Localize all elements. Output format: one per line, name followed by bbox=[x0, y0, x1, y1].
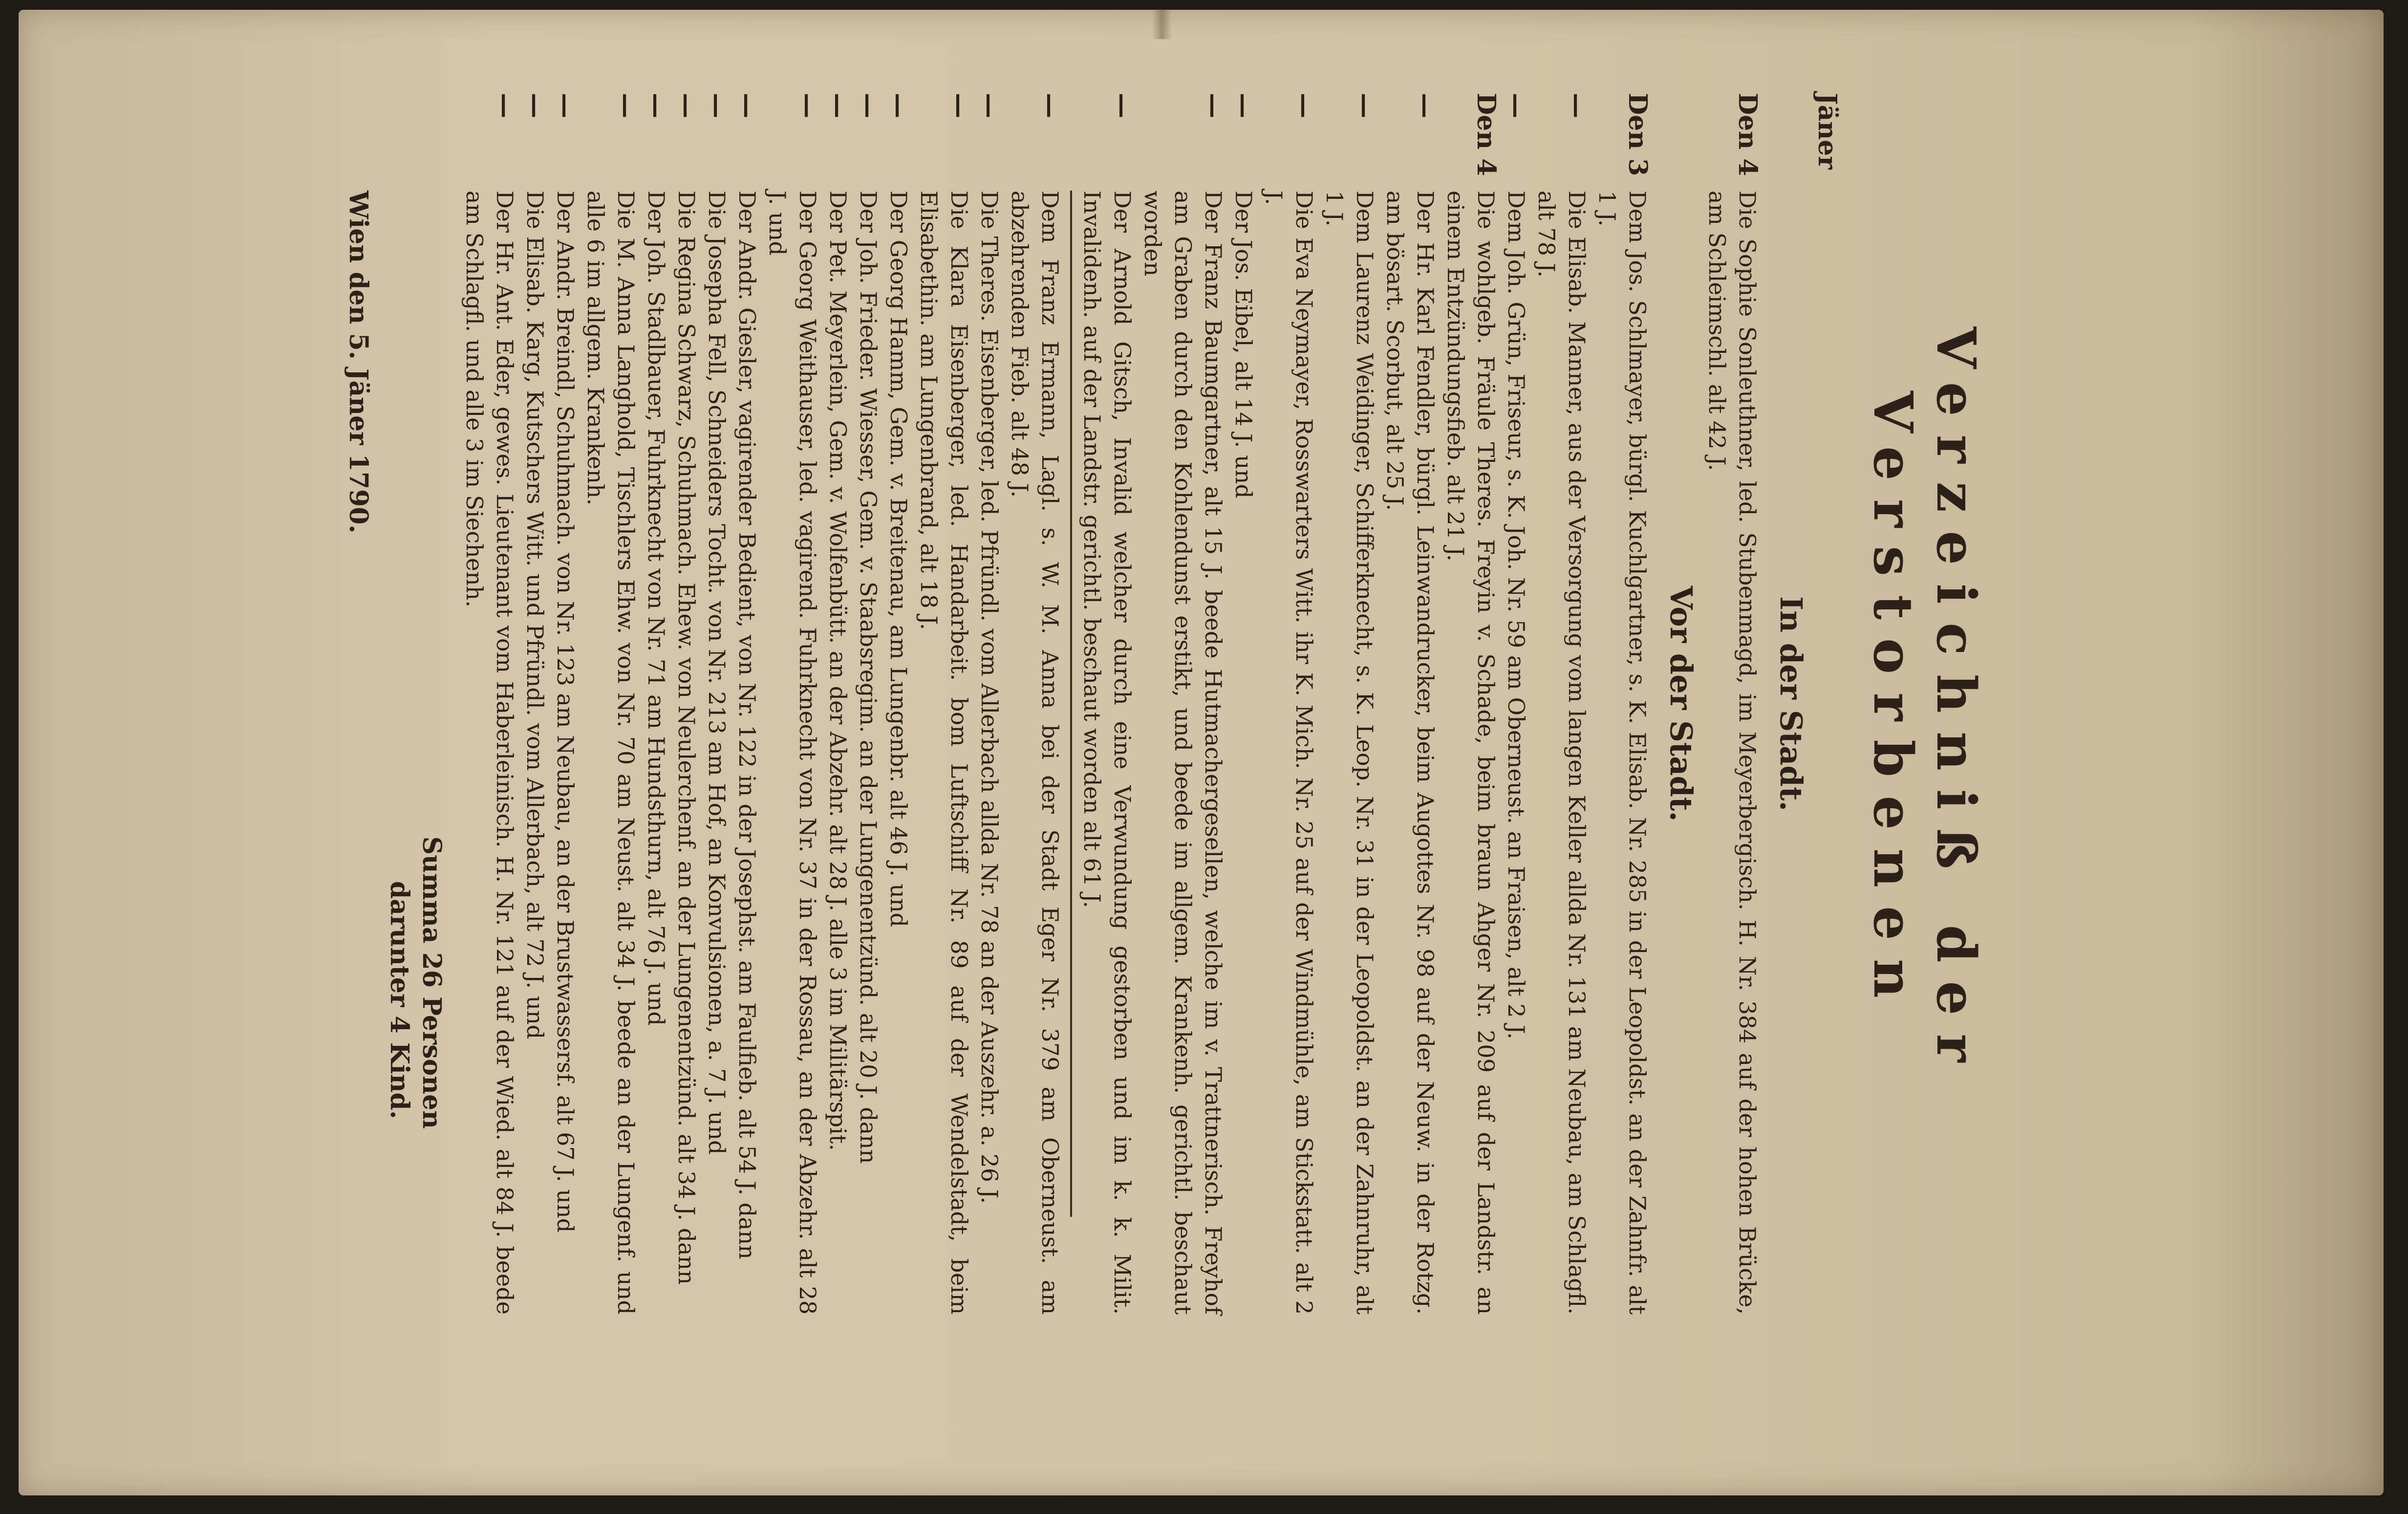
month-row bbox=[1812, 93, 1842, 1315]
section-heading: In der Stadt. bbox=[1773, 596, 1809, 811]
entry-date: — bbox=[975, 93, 1005, 118]
death-entry bbox=[1380, 93, 1440, 1315]
entry-text: Der Joh. Stadlbauer, Fuhrknecht von Nr. 71 am Hundsthurn, alt 76 J. und bbox=[643, 191, 669, 1026]
entry-date: — bbox=[884, 93, 914, 118]
death-entry bbox=[580, 93, 641, 1315]
death-entry bbox=[671, 93, 702, 1315]
death-entry bbox=[1592, 93, 1653, 1315]
entry-date: — bbox=[1199, 93, 1228, 118]
death-entry bbox=[974, 93, 1005, 1315]
entry-text: Dem Joh. Grün, Friseur, s. K. Joh. Nr. 59 am Oberneust. an Fraisen, alt 2 J. bbox=[1503, 191, 1529, 1039]
entry-text: Der Hr. Karl Fendler, bürgl. Leinwandrucker, beim Augottes Nr. 98 auf der Neuw. in der Rotzg. am bösart. Scorbut, alt 25 J. bbox=[1382, 191, 1439, 1315]
document-page bbox=[19, 10, 2384, 1495]
entry-text: Die Regina Schwarz, Schuhmach. Ehew. von Neulerchenf. an der Lungenentzünd. alt 34 J. dann bbox=[673, 191, 700, 1285]
death-entry bbox=[732, 93, 762, 1315]
entry-date: Den 4 bbox=[1471, 93, 1501, 176]
entry-text: Der Joh. Frieder. Wiesser, Gem. v. Staabsregim. an der Lungenentzünd. alt 20 J. dann bbox=[855, 191, 882, 1164]
entry-date: — bbox=[1562, 93, 1592, 118]
death-entry bbox=[1319, 93, 1380, 1315]
entry-date: — bbox=[672, 93, 702, 118]
death-entry bbox=[1228, 93, 1259, 1315]
sections-container bbox=[459, 93, 1809, 1315]
entry-text: Der Georg Weithauser, led. vagirend. Fuhrknecht von Nr. 37 in der Rossau, an der Abzehr. alt 28 J. und bbox=[764, 191, 821, 1315]
entry-text: Die Josepha Fell, Schneiders Tocht. von Nr. 213 am Hof, an Konvulsionen, a. 7 J. und bbox=[704, 191, 730, 1155]
death-entry bbox=[550, 93, 580, 1315]
entry-date: — bbox=[520, 93, 550, 118]
summary-total: Summa 26 Personen bbox=[417, 836, 447, 1129]
footer-date: Wien den 5. Jäner 1790. bbox=[344, 191, 373, 534]
entry-text: Die Sophie Sonleuthner, led. Stubenmagd, im Meyerbergisch. H. Nr. 384 auf der hohen Brücke, am Schleimschl. alt 42 J. bbox=[1704, 191, 1761, 1315]
entry-date: — bbox=[823, 93, 853, 118]
death-entry bbox=[1005, 93, 1065, 1315]
entry-date: — bbox=[642, 93, 671, 118]
entry-date: — bbox=[1229, 93, 1259, 118]
entry-text: Die Elisab. Manner, aus der Versorgung vom langen Keller allda Nr. 131 am Neubau, am Schlagfl. alt 78 J. bbox=[1533, 191, 1590, 1315]
entry-text: Die Theres. Eisenberger, led. Pfründl. vom Allerbach allda Nr. 78 an der Auszehr. a. 26 J. bbox=[976, 191, 1003, 1204]
entry-text: Der Georg Hamm, Gem. v. Breitenau, am Lungenbr. alt 46 J. und bbox=[885, 191, 912, 928]
entry-date: — bbox=[854, 93, 883, 118]
death-entry bbox=[883, 93, 914, 1315]
entry-text: Die Klara Eisenberger, led. Handarbeit. bom Luftschiff Nr. 89 auf der Wendelstadt, beim Elisabethin. am Lungenbrand, alt 18 J. bbox=[916, 191, 972, 1315]
entry-text: Die Elisab. Karg, Kutschers Witt. und Pfründl. vom Allerbach, alt 72 J. und bbox=[522, 191, 548, 1039]
entry-text: Der Franz Baumgartner, alt 15 J. beede Hutmachergesellen, welche im v. Trattnerisch. Freyhof am Graben durch den Kohlendunst erstikt, und beede im allgem. Krankenh. gerichtl. beschaut worden bbox=[1140, 191, 1226, 1315]
entry-text: Der Arnold Gitsch, Invalid welcher durch eine Verwundung gestorben und im k. k. Milit. Invalidenh. auf der Landstr. gerichtl. beschaut worden alt 61 J. bbox=[1079, 191, 1136, 1315]
entry-date: — bbox=[1502, 93, 1531, 118]
death-entry bbox=[702, 93, 732, 1315]
death-entry bbox=[1440, 93, 1501, 1315]
entry-date: — bbox=[945, 93, 974, 118]
entry-text: Der Pet. Meyerlein, Gem. v. Wolfenbütt. an der Abzehr. alt 28 J. alle 3 im Militärspit. bbox=[825, 191, 851, 1151]
entry-text: Die Eva Neymayer, Rosswarters Witt. ihr K. Mich. Nr. 25 auf der Windmühle, am Stickstatt. alt 2 J. bbox=[1261, 191, 1317, 1315]
death-entry bbox=[1138, 93, 1228, 1315]
death-entry bbox=[1077, 93, 1138, 1315]
entry-date: — bbox=[1108, 93, 1138, 118]
entry-date: — bbox=[732, 93, 762, 118]
entry-date: — bbox=[1350, 93, 1380, 118]
entry-text: Dem Franz Ermann, Lagl. s. W. M. Anna bei der Stadt Eger Nr. 379 am Oberneust. am abzehrenden Fieb. alt 48 J. bbox=[1007, 191, 1063, 1315]
entry-date: — bbox=[793, 93, 823, 118]
summary-block bbox=[383, 93, 448, 1129]
entry-date: Den 3 bbox=[1623, 93, 1653, 176]
entry-date: Den 4 bbox=[1733, 93, 1763, 176]
death-entry bbox=[1531, 93, 1592, 1315]
entry-text: Der Andr. Giesler, vagirender Bedient, von Nr. 122 in der Josephst. am Faulfieb. alt 54 J. dann bbox=[734, 191, 760, 1259]
entry-text: Der Jos. Eibel, alt 14 J. und bbox=[1230, 191, 1257, 498]
section-heading: Vor der Stadt. bbox=[1663, 585, 1699, 822]
death-entry bbox=[459, 93, 520, 1315]
death-entry bbox=[641, 93, 671, 1315]
death-entry bbox=[914, 93, 974, 1315]
summary-children: darunter 4 Kind. bbox=[385, 881, 414, 1119]
entry-date: — bbox=[1411, 93, 1440, 118]
rotated-content bbox=[19, 10, 2384, 1495]
section-divider bbox=[1070, 191, 1072, 1217]
entry-date: — bbox=[702, 93, 732, 118]
entry-date: — bbox=[611, 93, 641, 118]
entry-date: — bbox=[490, 93, 520, 118]
document-title: Verzeichniß der Verstorbenen bbox=[1862, 326, 1988, 1081]
entry-date: — bbox=[551, 93, 580, 118]
register-text bbox=[344, 93, 1988, 1315]
death-entry bbox=[823, 93, 853, 1315]
death-entry bbox=[1259, 93, 1319, 1315]
month-label: Jäner bbox=[1812, 93, 1842, 170]
entry-date: — bbox=[1035, 93, 1065, 118]
death-entry bbox=[520, 93, 550, 1315]
death-entry bbox=[1702, 93, 1763, 1315]
death-entry bbox=[762, 93, 823, 1315]
entry-text: Dem Laurenz Weidinger, Schifferknecht, s. K. Leop. Nr. 31 in der Leopoldst. an der Zahnruhr, alt 1 J. bbox=[1321, 191, 1378, 1315]
entry-text: Der Andr. Breindl, Schuhmach. von Nr. 123 am Neubau, an der Brustwassersf. alt 67 J. und bbox=[552, 191, 579, 1233]
entry-text: Die M. Anna Langhold, Tischlers Ehw. von Nr. 70 am Neust. alt 34 J. beede an der Lungenf. und alle 6 im allgem. Krankenh. bbox=[582, 191, 639, 1315]
entry-text: Der Hr. Ant. Eder, gewes. Lieutenant vom Haberleinisch. H. Nr. 121 auf der Wied. alt 84 J. beede am Schlagfl. und alle 3 im Siechenh. bbox=[461, 191, 518, 1315]
entry-text: Dem Jos. Schlmayer, bürgl. Kuchlgartner, s. K. Elisab. Nr. 285 in der Leopoldst. an der Zahnfr. alt 1 J. bbox=[1594, 191, 1651, 1315]
death-entry bbox=[1501, 93, 1531, 1315]
entry-date: — bbox=[1290, 93, 1319, 118]
entry-text: Die wohlgeb. Fräule Theres. Freyin v. Schade, beim braun Ahger Nr. 209 auf der Landstr. an einem Entzündungsfieb. alt 21 J. bbox=[1442, 191, 1499, 1315]
death-entry bbox=[853, 93, 883, 1315]
